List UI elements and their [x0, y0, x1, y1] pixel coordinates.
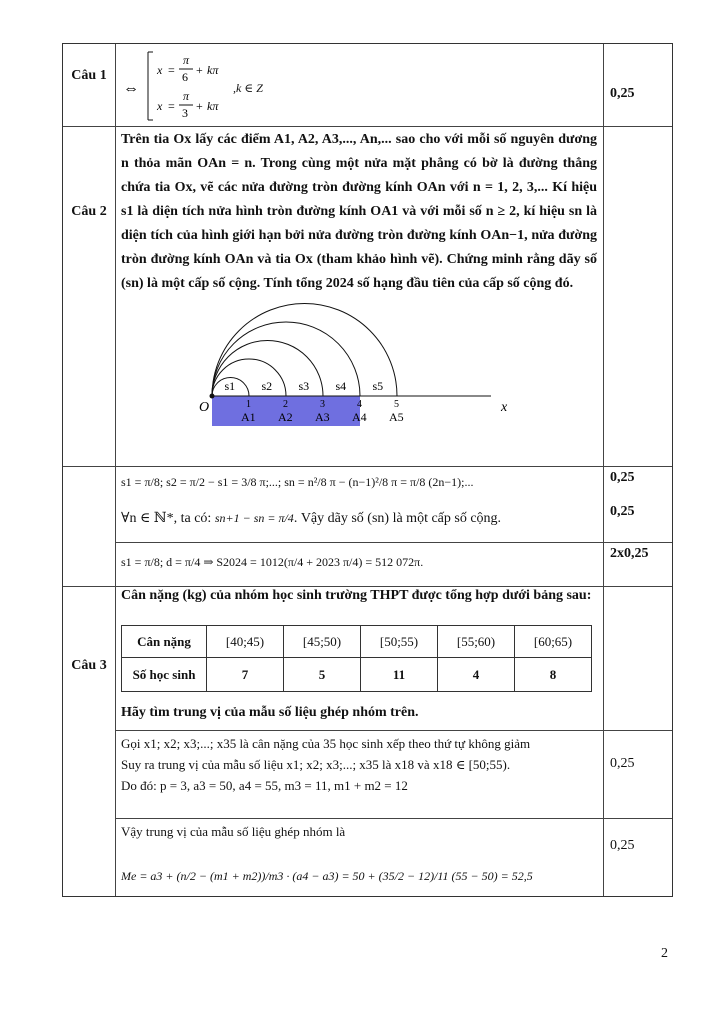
q2-sol1-text: s1 = π/8; s2 = π/2 − s1 = 3/8 π;...; sn = n²/8 π − (n−1)²/8 π = π/8 (2n−1);...: [121, 475, 474, 489]
semicircle-arc: [212, 359, 286, 396]
q2-sol3: [121, 552, 601, 573]
table-header-count: Số học sinh: [122, 658, 207, 692]
q2-sol2: [121, 508, 601, 529]
table-row: [122, 626, 592, 658]
q2-score-c: 2x0,25: [610, 546, 649, 561]
point-label: A5: [389, 410, 404, 424]
q3-score-b: 0,25: [610, 838, 635, 853]
page-number: 2: [661, 946, 668, 961]
table-cell: [45;50): [284, 626, 361, 658]
svg-text:⇔: ⇔: [123, 80, 139, 97]
q3-sol1-line1: Gọi x1; x2; x3;...; x35 là cân nặng của 35 học sinh xếp theo thứ tự không giảm: [121, 736, 531, 751]
q2-score-b: 0,25: [610, 504, 635, 519]
table-cell: [40;45): [207, 626, 284, 658]
q1-condition: ,k ∈ Z: [233, 81, 263, 95]
svg-text:π: π: [183, 89, 190, 103]
svg-text:3: 3: [182, 106, 188, 120]
q3-score-a: 0,25: [610, 756, 635, 771]
q2-sol2-suffix: . Vậy dãy số (sn) là một cấp số cộng.: [293, 511, 502, 526]
q1-equation-figure: [121, 48, 321, 124]
row-divider: [115, 730, 672, 731]
column-divider: [115, 44, 116, 896]
svg-text:+: +: [196, 99, 203, 113]
q3-sol2-formula: Me = a3 + (n/2 − (m1 + m2))/m3 · (a4 − a3) = 50 + (35/2 − 12)/11 (55 − 50) = 52,5: [121, 869, 533, 883]
q3-label-text: Câu 3: [71, 658, 107, 673]
svg-text:=: =: [168, 63, 175, 77]
tick-label: 4: [357, 399, 362, 410]
point-label: A1: [241, 410, 256, 424]
q3-sol1-line3: Do đó: p = 3, a3 = 50, a4 = 55, m3 = 11, m1 + m2 = 12: [121, 778, 408, 793]
q3-problem: [117, 587, 601, 729]
row-divider: [63, 126, 672, 127]
svg-text:=: =: [168, 99, 175, 113]
q2-label: [63, 202, 115, 221]
q2-sol2-formula: sn+1 − sn = π/4: [214, 511, 294, 525]
table-cell: 11: [361, 658, 438, 692]
q3-intro: Cân nặng (kg) của nhóm học sinh trường THPT được tổng hợp dưới bảng sau:: [121, 588, 592, 603]
region-label: s4: [335, 379, 347, 393]
row-divider: [115, 818, 672, 819]
row-divider: [115, 542, 672, 543]
q2-sol1: [121, 472, 601, 493]
region-label: s3: [298, 379, 310, 393]
q3-label: [63, 656, 115, 675]
q3-question: Hãy tìm trung vị của mẫu số liệu ghép nhóm trên.: [121, 705, 419, 720]
table-row: [122, 658, 592, 692]
q1-solution: [121, 48, 591, 124]
region-label: s2: [261, 379, 273, 393]
table-header-weight: Cân nặng: [122, 626, 207, 658]
q3-sol2: [121, 822, 597, 886]
svg-text:x: x: [157, 63, 163, 77]
point-label: A4: [352, 410, 367, 424]
tick-label: 1: [246, 399, 251, 410]
q2-label-text: Câu 2: [71, 204, 107, 219]
q2-sol3-text: s1 = π/8; d = π/4 ⇒ S2024 = 1012(π/4 + 2023 π/4) = 512 072π.: [121, 555, 424, 569]
point-label: A2: [278, 410, 293, 424]
q3-sol1: [121, 734, 597, 796]
svg-text:x: x: [157, 99, 163, 113]
q2-semicircle-figure: [191, 284, 521, 434]
q3-sol1-line2: Suy ra trung vị của mẫu số liệu x1; x2; x3;...; x35 là x18 và x18 ∈ [50;55).: [121, 757, 511, 772]
q2-sol2-prefix: ∀n ∈ ℕ*, ta có:: [121, 511, 212, 526]
tick-label: 5: [394, 399, 399, 410]
svg-text:kπ: kπ: [207, 99, 219, 113]
table-cell: [50;55): [361, 626, 438, 658]
row-divider: [63, 466, 672, 467]
table-cell: [60;65): [515, 626, 592, 658]
svg-text:kπ: kπ: [207, 63, 219, 77]
table-cell: 5: [284, 658, 361, 692]
tick-label: 3: [320, 399, 325, 410]
table-cell: 4: [438, 658, 515, 692]
q3-sol2-line1: Vậy trung vị của mẫu số liệu ghép nhóm là: [121, 824, 346, 839]
axis-label: x: [501, 400, 508, 415]
q2-score-a: 0,25: [610, 470, 635, 485]
q2-problem-text: Trên tia Ox lấy các điểm A1, A2, A3,..., An,... sao cho với mỗi số nguyên dương n thỏa mãn OAn = n. Trong cùng một nửa mặt phẳng có bờ là đường thẳng chứa tia Ox, vẽ các nửa đường tròn đường kính OAn với n = 1, 2, 3,... Kí hiệu s1 là diện tích nửa hình tròn đường kính OA1 và với mỗi số n ≥ 2, kí hiệu sn là diện tích của hình giới hạn bởi nửa đường tròn đường kính OAn−1, nửa đường tròn đường kính OAn và tia Ox (tham khảo hình vẽ). Chứng minh rằng dãy số (sn) là một cấp số cộng. Tính tổng 2024 số hạng đầu tiên của cấp số cộng đó.: [121, 132, 597, 291]
table-cell: [55;60): [438, 626, 515, 658]
q2-problem: [121, 128, 597, 296]
column-divider: [603, 44, 604, 896]
table-cell: 8: [515, 658, 592, 692]
region-label: s1: [224, 379, 236, 393]
svg-text:π: π: [183, 53, 190, 67]
region-label: s5: [372, 379, 384, 393]
q1-score: 0,25: [610, 86, 635, 101]
svg-text:+: +: [196, 63, 203, 77]
table-cell: 7: [207, 658, 284, 692]
q1-label: [63, 66, 115, 85]
origin-label: O: [199, 400, 210, 415]
origin-point: [210, 394, 215, 399]
tick-label: 2: [283, 399, 288, 410]
q3-data-table: [121, 625, 592, 692]
point-label: A3: [315, 410, 330, 424]
q1-label-text: Câu 1: [71, 68, 107, 83]
answer-table: [62, 43, 673, 897]
svg-text:6: 6: [182, 70, 188, 84]
